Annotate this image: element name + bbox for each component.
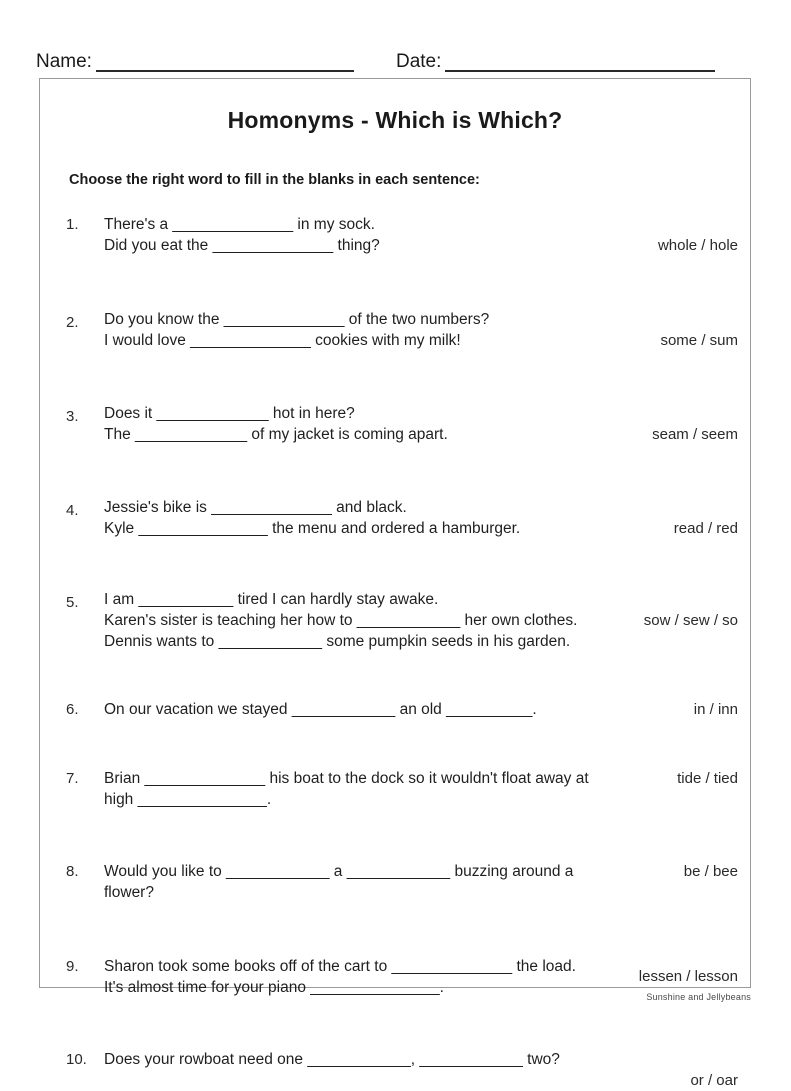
name-label: Name: [36, 51, 92, 72]
question-number: 9. [66, 958, 79, 975]
question-text [104, 1049, 594, 1070]
question-line[interactable]: I am ___________ tired I can hardly stay awake. [104, 591, 439, 608]
question-number: 10. [66, 1051, 87, 1068]
question-line[interactable]: Brian ______________ his boat to the dock so it wouldn't float away at [104, 770, 589, 787]
question-text [104, 309, 594, 351]
question-line[interactable]: Kyle _______________ the menu and ordered a hamburger. [104, 520, 521, 537]
question-item [40, 1049, 750, 1091]
question-line[interactable]: high _______________. [104, 791, 272, 808]
word-choices: tide / tied [677, 770, 738, 787]
word-choices: lessen / lesson [638, 968, 738, 985]
word-choices: sow / sew / so [643, 612, 738, 629]
word-choices: whole / hole [657, 237, 738, 254]
question-item [40, 403, 750, 445]
question-item [40, 768, 750, 810]
question-item [40, 699, 750, 720]
question-line[interactable]: Do you know the ______________ of the two numbers? [104, 311, 490, 328]
question-line[interactable]: It's almost time for your piano _______________. [104, 979, 444, 996]
question-text [104, 403, 594, 445]
date-field[interactable] [396, 52, 715, 72]
question-line[interactable]: Does your rowboat need one ____________, ____________ two? [104, 1051, 560, 1068]
question-text [104, 589, 594, 652]
word-choices: read / red [673, 520, 738, 537]
question-text [104, 214, 594, 256]
instructions: Choose the right word to fill in the blanks in each sentence: [69, 172, 480, 188]
question-number: 7. [66, 770, 79, 787]
question-number: 5. [66, 594, 79, 611]
date-label: Date: [395, 51, 442, 72]
word-choices: or / oar [690, 1072, 738, 1089]
question-number: 8. [66, 863, 79, 880]
question-text [104, 768, 594, 810]
question-number: 3. [66, 408, 79, 425]
question-line[interactable]: Jessie's bike is ______________ and black. [104, 499, 407, 516]
question-number: 4. [66, 502, 79, 519]
question-line[interactable]: There's a ______________ in my sock. [104, 216, 375, 233]
question-list [40, 214, 750, 1091]
question-text [104, 861, 594, 903]
word-choices: some / sum [660, 332, 738, 349]
question-number: 6. [66, 701, 79, 718]
worksheet-header [36, 42, 756, 72]
question-item [40, 497, 750, 539]
word-choices: in / inn [693, 701, 738, 718]
question-number: 2. [66, 314, 79, 331]
name-write-line[interactable] [96, 53, 354, 72]
question-item [40, 861, 750, 903]
question-text [104, 699, 594, 720]
question-line[interactable]: Dennis wants to ____________ some pumpkin seeds in his garden. [104, 633, 571, 650]
question-line[interactable]: Would you like to ____________ a ____________ buzzing around a [104, 863, 574, 880]
question-text [104, 497, 594, 539]
credit-line: Sunshine and Jellybeans [646, 992, 751, 1002]
question-item [40, 589, 750, 652]
question-line[interactable]: On our vacation we stayed ____________ an old __________. [104, 701, 537, 718]
word-choices: seam / seem [652, 426, 738, 443]
question-line[interactable]: Karen's sister is teaching her how to ____________ her own clothes. [104, 612, 578, 629]
page-title: Homonyms - Which is Which? [227, 107, 563, 133]
question-number: 1. [66, 216, 79, 233]
word-choices: be / bee [683, 863, 738, 880]
question-item [40, 309, 750, 351]
question-line[interactable]: The _____________ of my jacket is coming apart. [104, 426, 448, 443]
question-line[interactable]: Does it _____________ hot in here? [104, 405, 355, 422]
question-line[interactable]: Did you eat the ______________ thing? [104, 237, 380, 254]
name-field[interactable] [36, 52, 354, 72]
question-item [40, 214, 750, 256]
question-line[interactable]: flower? [104, 884, 154, 901]
question-line[interactable]: I would love ______________ cookies with my milk! [104, 332, 461, 349]
date-write-line[interactable] [445, 53, 715, 72]
question-line[interactable]: Sharon took some books off of the cart to ______________ the load. [104, 958, 576, 975]
